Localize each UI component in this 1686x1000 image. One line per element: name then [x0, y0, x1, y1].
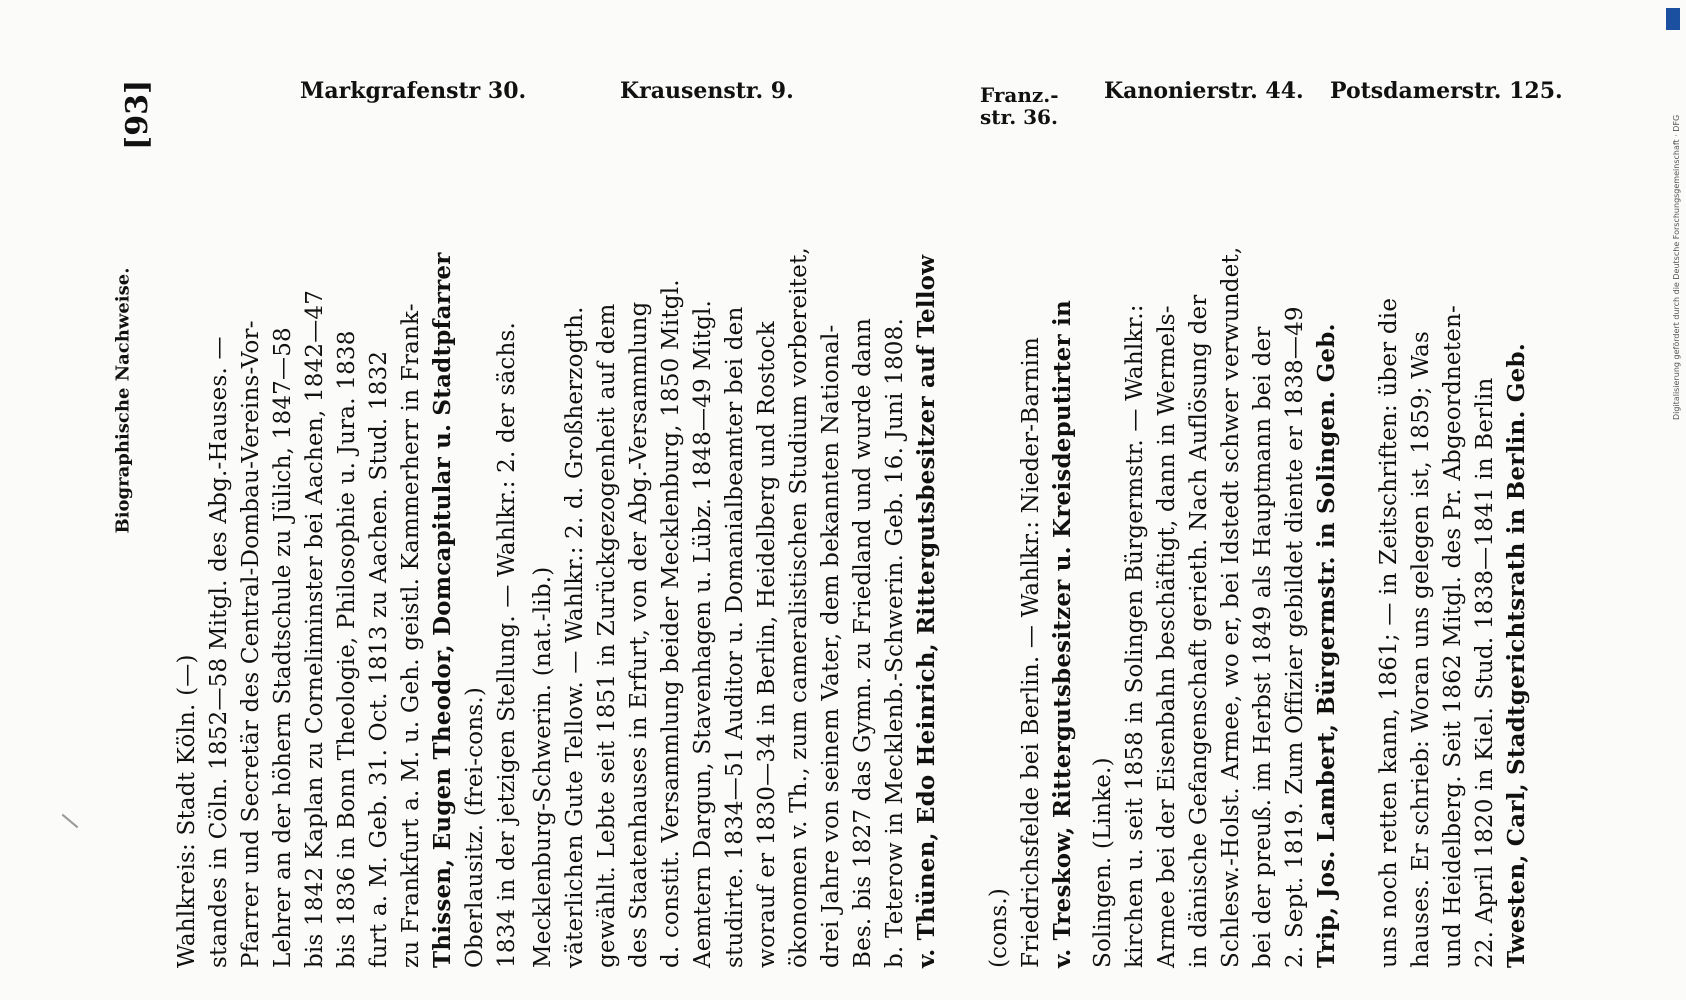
- text-line: ökonomen v. Th., zum cameralistischen Studium vorbereitet,: [786, 247, 812, 968]
- text-line: standes in Cöln. 1852—58 Mitgl. des Abg.-Hauses. —: [206, 336, 232, 968]
- text-line: studirte. 1834—51 Auditor u. Domanialbeamter bei den: [722, 306, 748, 968]
- text-line: Pfarrer und Secretär des Central-Dombau-Vereins-Vor-: [238, 320, 264, 968]
- sidebar-credit: [1672, 40, 1681, 420]
- text-line: gewählt. Lebte seit 1851 in Zurückgezogenheit auf dem: [594, 303, 620, 968]
- page-number: [93]: [120, 79, 155, 150]
- column-treskow: [966, 118, 1076, 968]
- text-line: väterlichen Gute Tellow. — Wahlkr.: 2. d. Großherzogth.: [562, 306, 588, 968]
- running-head: Biographische Nachweise.: [112, 267, 134, 534]
- text-line: Oberlausitz. (frei-cons.): [462, 686, 488, 968]
- text-line: 22. April 1820 in Kiel. Stud. 1838—1841 in Berlin: [1472, 377, 1498, 968]
- text-line: worauf er 1830—34 in Berlin, Heidelberg und Rostock: [754, 321, 780, 968]
- text-line: in dänische Gefangenschaft gerieth. Nach Auflösung der: [1186, 294, 1212, 968]
- text-line: bis 1842 Kaplan zu Corneliminster bei Aachen, 1842—47: [302, 289, 328, 968]
- column-thuenen: [530, 118, 940, 968]
- header-franzstr-text: Franz.- str. 36.: [980, 83, 1059, 129]
- column-thissen: [174, 118, 520, 968]
- text-line: 2. Sept. 1819. Zum Offizier gebildet diente er 1838—49: [1282, 306, 1308, 968]
- text-line: d. constit. Versammlung beider Mecklenburg, 1850 Mitgl.: [658, 279, 684, 968]
- text-line: Aemtern Dargun, Stavenhagen u. Lübz. 1848—49 Mitgl.: [690, 299, 716, 968]
- text-line: Bes. bis 1827 das Gymn. zu Friedland und wurde dann: [850, 318, 876, 968]
- sidebar-credit-text: Digitalisierung gefördert durch die Deutsche Forschungsgemeinschaft · DFG: [1672, 114, 1681, 420]
- text-line: drei Jahre von seinem Vater, dem bekannten National-: [818, 324, 844, 968]
- text-line: 1834 in der jetzigen Stellung. — Wahlkr.: 2. der sächs.: [494, 321, 520, 968]
- text-line: zu Frankfurt a. M. u. Geh. geistl. Kammerherr in Frank-: [398, 303, 424, 968]
- text-line: hauses. Er schrieb: Woran uns gelegen ist, 1859; Was: [1408, 331, 1434, 968]
- text-line: v. Treskow, Rittergutsbesitzer u. Kreisdeputirter in: [1049, 300, 1076, 968]
- text-line: b. Teterow in Mecklenb.-Schwerin. Geb. 16. Juni 1808.: [882, 318, 908, 968]
- text-line: (cons.): [986, 887, 1012, 968]
- text-line: Solingen. (Linke.): [1090, 757, 1116, 968]
- column-twesten: [1350, 118, 1530, 968]
- header-potsdamerstr: Potsdamerstr. 125.: [1330, 78, 1563, 104]
- text-line: Wahlkreis: Stadt Köln. (—): [174, 654, 200, 968]
- column-trip: [1090, 118, 1340, 968]
- text-line: des Staatenhauses in Erfurt, von der Abg.-Versammlung: [626, 301, 652, 968]
- header-krausenstr: Krausenstr. 9.: [620, 78, 794, 104]
- text-line: Trip, Jos. Lambert, Bürgermstr. in Solingen. Geb.: [1313, 323, 1340, 968]
- text-line: kirchen u. seit 1858 in Solingen Bürgermstr. — Wahlkr.:: [1122, 304, 1148, 968]
- text-line: und Heidelberg. Seit 1862 Mitgl. des Pr. Abgeordneten-: [1440, 305, 1466, 968]
- dfg-logo: [1666, 8, 1680, 30]
- text-line: bei der preuß. im Herbst 1849 als Hauptmann bei der: [1250, 326, 1276, 968]
- header-markgrafenstr: Markgrafenstr 30.: [300, 78, 527, 104]
- text-line: uns noch retten kann, 1861; — in Zeitschriften: über die: [1376, 297, 1402, 968]
- text-line: bis 1836 in Bonn Theologie, Philosophie u. Jura. 1838: [334, 330, 360, 968]
- text-line: Mecklenburg-Schwerin. (nat.-lib.): [530, 566, 556, 968]
- text-line: Schlesw.-Holst. Armee, wo er, bei Idstedt schwer verwundet,: [1218, 246, 1244, 968]
- header-kanonierstr: Kanonierstr. 44.: [1104, 78, 1304, 104]
- text-line: Armee bei der Eisenbahn beschäftigt, dann in Wermels-: [1154, 305, 1180, 968]
- text-line: furt a. M. Geb. 31. Oct. 1813 zu Aachen. Stud. 1832: [366, 350, 392, 968]
- scan-mark: [62, 814, 79, 828]
- text-line: v. Thünen, Edo Heinrich, Rittergutsbesitzer auf Tellow: [913, 254, 940, 968]
- text-line: Twesten, Carl, Stadtgerichtsrath in Berlin. Geb.: [1503, 343, 1530, 968]
- text-line: Thissen, Eugen Theodor, Domcapitular u. Stadtpfarrer: [429, 252, 456, 968]
- text-line: Friedrichsfelde bei Berlin. — Wahlkr.: Nieder-Barnim: [1018, 336, 1044, 968]
- text-line: Lehrer an der höhern Stadtschule zu Jülich, 1847—58: [270, 327, 296, 968]
